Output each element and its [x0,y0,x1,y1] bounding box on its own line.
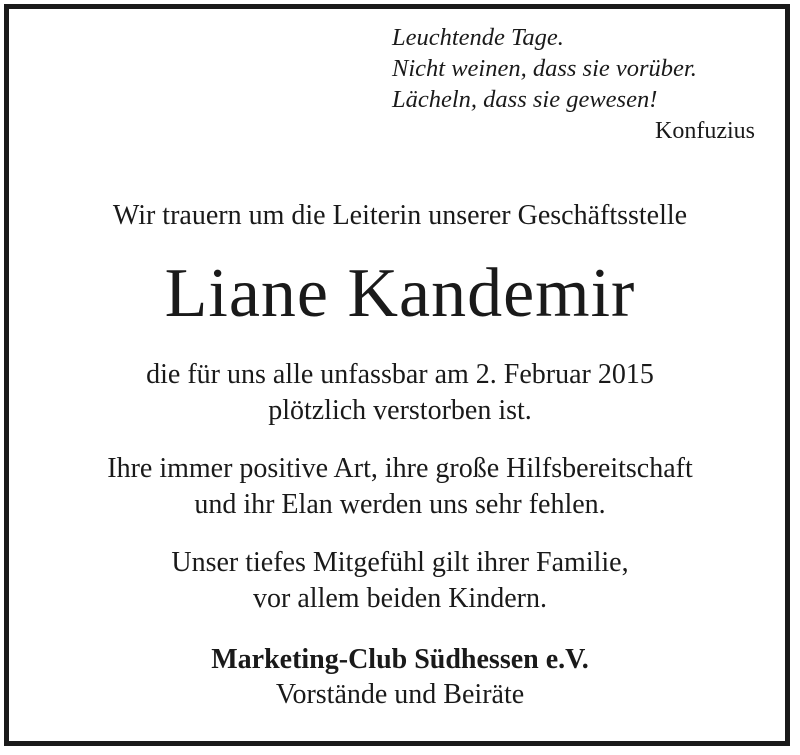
quote-line: Nicht weinen, dass sie vorüber. [392,55,697,82]
quote-line: Leuchtende Tage. [392,24,564,51]
quote-line: Lächeln, dass sie gewesen! [392,86,658,113]
paragraph-death-notice [0,357,800,429]
paragraph-line: die für uns alle unfassbar am 2. Februar 2015 [146,359,654,390]
paragraph-line: plötzlich verstorben ist. [268,395,532,426]
paragraph-condolence [0,545,800,617]
paragraph-line: vor allem beiden Kindern. [253,583,547,614]
quote-author: Konfuzius [655,118,755,144]
paragraph-tribute [0,451,800,523]
epigraph-quote [392,22,697,115]
paragraph-line: Unser tiefes Mitgefühl gilt ihrer Familie, [171,547,629,578]
signature-organization: Marketing-Club Südhessen e.V. [211,644,589,675]
paragraph-line: Ihre immer positive Art, ihre große Hilfsbereitschaft [107,453,693,484]
intro-text: Wir trauern um die Leiterin unserer Geschäftsstelle [112,200,688,231]
deceased-name: Liane Kandemir [164,255,636,332]
signature-subtitle: Vorstände und Beiräte [275,679,525,710]
paragraph-line: und ihr Elan werden uns sehr fehlen. [194,489,606,520]
